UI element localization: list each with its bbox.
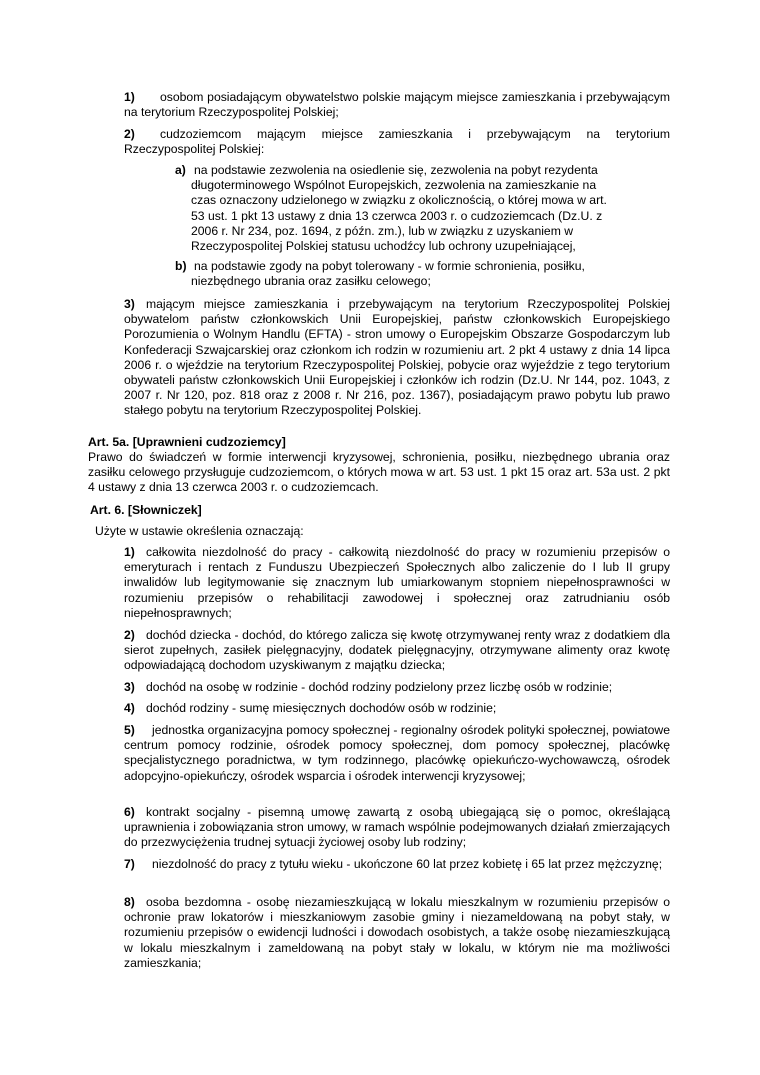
sub-list-item-text: na podstawie zgody na pobyt tolerowany - w formie schronienia, posiłku, niezbędnego ubrania oraz zasiłku celowego; <box>191 259 585 289</box>
definition-text: całkowita niezdolność do pracy - całkowitą niezdolność do pracy w rozumieniu przepisów o emeryturach i rentach z Funduszu Ubezpieczeń Społecznych albo zaliczenie do I lub II grupy inwalidów lub legitymowanie się znacznym lub umiarkowanym stopniem niepełnosprawności w rozumieniu przepisów o rehabilitacji zawodowej i społecznej oraz zatrudnianiu osób niepełnosprawnych; <box>124 545 670 620</box>
definition-item <box>124 701 670 716</box>
definition-text: dochód rodziny - sumę miesięcznych dochodów osób w rodzinie; <box>146 701 497 715</box>
definition-text: dochód dziecka - dochód, do którego zalicza się kwotę otrzymywanej renty wraz z dodatkiem dla sierot zupełnych, zasiłek pielęgnacyjny, dodatek pielęgnacyjny, otrzymywane alimenty oraz kwotę odpowiadającą dochodom uzyskiwanym z majątku dziecka; <box>124 628 670 673</box>
list-item-text: osobom posiadającym obywatelstwo polskie mającym miejsce zamieszkania i przebywającym na terytorium Rzeczypospolitej Polskiej; <box>124 90 670 120</box>
definition-text: jednostka organizacyjna pomocy społecznej - regionalny ośrodek polityki społecznej, powiatowe centrum pomocy rodzinie, ośrodek pomocy społecznej, dom pomocy społecznej, placówkę specjalistycznego poradnictwa, w tym rodzinnego, placówkę opiekuńczo-wychowawczą, ośrodek adopcyjno-opiekuńczy, ośrodek wsparcia i ośrodek interwencji kryzysowej; <box>124 723 670 783</box>
definition-number: 5) <box>124 723 135 737</box>
definition-item <box>124 680 670 695</box>
definition-number: 1) <box>124 545 135 559</box>
article-6-intro: Użyte w ustawie określenia oznaczają: <box>95 524 304 538</box>
list-item-text: cudzoziemcom mającym miejsce zamieszkania i przebywającym na terytorium Rzeczypospolitej Polskiej: <box>124 127 670 157</box>
definition-number: 7) <box>124 857 135 871</box>
sub-list-item-letter: a) <box>175 163 186 177</box>
article-6-heading: Art. 6. [Słowniczek] <box>90 503 202 517</box>
sub-list-item <box>175 163 611 254</box>
definition-number: 6) <box>124 805 135 819</box>
definition-item <box>124 805 670 851</box>
definition-number: 2) <box>124 628 135 642</box>
list-item <box>124 297 670 419</box>
definition-text: dochód na osobę w rodzinie - dochód rodziny podzielony przez liczbę osób w rodzinie; <box>146 680 613 694</box>
definition-number: 4) <box>124 701 135 715</box>
list-item <box>124 90 670 120</box>
list-item-number: 1) <box>124 90 135 104</box>
definition-item <box>124 628 670 674</box>
definition-number: 8) <box>124 895 135 909</box>
definition-text: niezdolność do pracy z tytułu wieku - ukończone 60 lat przez kobietę i 65 lat przez mężczyznę; <box>152 857 663 871</box>
definition-text: osoba bezdomna - osobę niezamieszkującą w lokalu mieszkalnym w rozumieniu przepisów o ochronie praw lokatorów i mieszkaniowym zasobie gminy i niezameldowaną na pobyt stały, w rozumieniu przepisów o ewidencji ludności i dowodach osobistych, a także osobę niezamieszkującą w lokalu mieszkalnym i zameldowaną na pobyt stały w lokalu, w którym nie ma możliwości zamieszkania; <box>124 895 670 970</box>
definition-item <box>124 857 670 872</box>
article-5a-heading: Art. 5a. [Uprawnieni cudzoziemcy] <box>88 435 286 449</box>
article-5a-text: Prawo do świadczeń w formie interwencji kryzysowej, schronienia, posiłku, niezbędnego ubrania oraz zasiłku celowego przysługuje cudzoziemcom, o których mowa w art. 53 ust. 1 pkt 15 oraz art. 53a ust. 2 pkt 4 ustawy z dnia 13 czerwca 2003 r. o cudzoziemcach. <box>88 450 670 495</box>
list-item-number: 3) <box>124 297 135 311</box>
list-item-text: mającym miejsce zamieszkania i przebywającym na terytorium Rzeczypospolitej Polskiej obywatelom państw członkowskich Unii Europejskiej, państw członkowskich Europejskiego Porozumienia o Wolnym Handlu (EFTA) - stron umowy o Europejskim Obszarze Gospodarczym lub Konfederacji Szwajcarskiej oraz członkom ich rodzin w rozumieniu art. 2 pkt 4 ustawy z dnia 14 lipca 2006 r. o wjeździe na terytorium Rzeczypospolitej Polskiej, pobycie oraz wyjeździe z tego terytorium obywateli państw członkowskich Unii Europejskiej i członków ich rodzin (Dz.U. Nr 144, poz. 1043, z 2007 r. Nr 120, poz. 818 oraz z 2008 r. Nr 216, poz. 1367), posiadającym prawo pobytu lub prawo stałego pobytu na terytorium Rzeczypospolitej Polskiej. <box>124 297 670 418</box>
sub-list-item-text: na podstawie zezwolenia na osiedlenie się, zezwolenia na pobyt rezydenta długoterminowego Wspólnot Europejskich, zezwolenia na zamieszkanie na czas oznaczony udzielonego w związku z okolicznością, o której mowa w art. 53 ust. 1 pkt 13 ustawy z dnia 13 czerwca 2003 r. o cudzoziemcach (Dz.U. z 2006 r. Nr 234, poz. 1694, z późn. zm.), lub w związku z uzyskaniem w Rzeczypospolitej Polskiej statusu uchodźcy lub ochrony uzupełniającej, <box>191 163 607 254</box>
definition-item <box>124 895 670 971</box>
list-item <box>124 127 670 157</box>
sub-list-item <box>175 259 611 289</box>
list-item-number: 2) <box>124 127 135 141</box>
definition-item <box>124 545 670 621</box>
sub-list-item-letter: b) <box>175 259 187 273</box>
definition-item <box>124 723 670 784</box>
definition-number: 3) <box>124 680 135 694</box>
definition-text: kontrakt socjalny - pisemną umowę zawartą z osobą ubiegającą się o pomoc, określającą uprawnienia i zobowiązania stron umowy, w ramach wspólnie podejmowanych działań zmierzających do przezwyciężenia trudnej sytuacji życiowej osoby lub rodziny; <box>124 805 670 850</box>
